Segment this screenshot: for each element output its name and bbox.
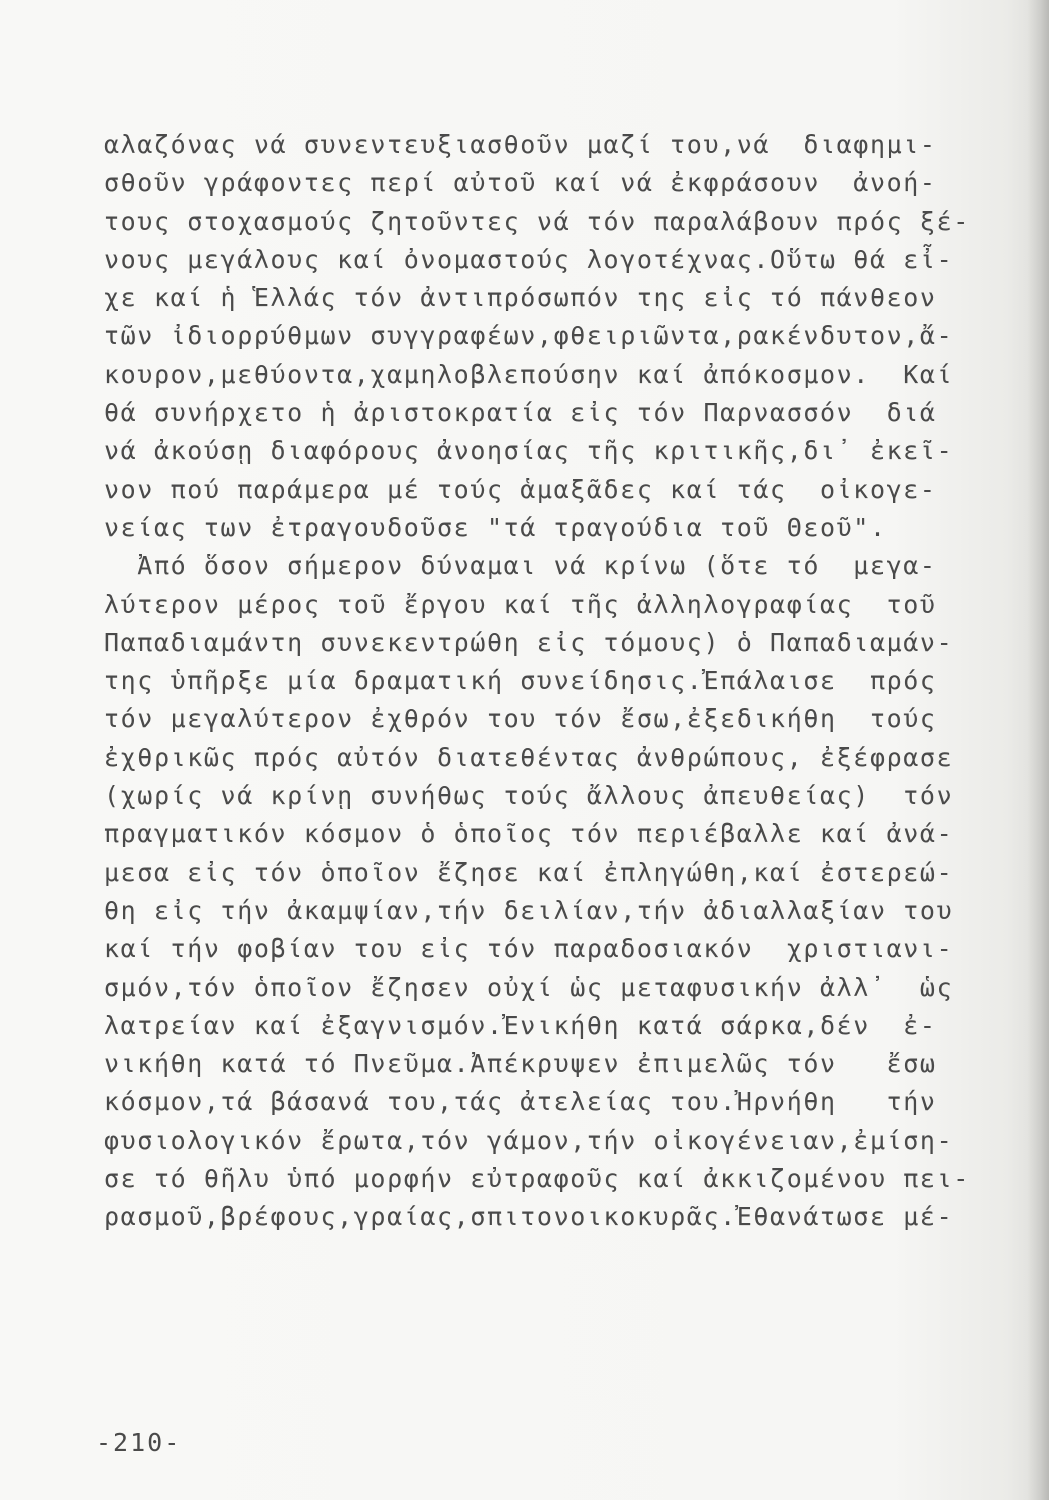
text-line: νά ἀκούσῃ διαφόρους ἀνοησίας τῆς κριτικῆς,δι᾽ ἐκεῖ-: [104, 436, 954, 466]
text-line: λύτερον μέρος τοῦ ἔργου καί τῆς ἀλληλογραφίας τοῦ: [104, 589, 937, 619]
text-line: τῶν ἰδιορρύθμων συγγραφέων,φθειριῶντα,ρακένδυτον,ἄ-: [104, 321, 954, 351]
text-line: κουρον,μεθύοντα,χαμηλοβλεπούσην καί ἀπόκοσμον. Καί: [104, 359, 954, 389]
text-line: πραγματικόν κόσμον ὁ ὁποῖος τόν περιέβαλλε καί ἀνά-: [104, 819, 954, 849]
text-line: τόν μεγαλύτερον ἐχθρόν του τόν ἔσω,ἐξεδικήθη τούς: [104, 704, 937, 734]
binding-shadow: [1027, 0, 1049, 1500]
text-line: Παπαδιαμάντη συνεκεντρώθη εἰς τόμους) ὁ Παπαδιαμάν-: [104, 627, 954, 657]
text-line: χε καί ἡ Ἑλλάς τόν ἀντιπρόσωπόν της εἰς τό πάνθεον: [104, 283, 937, 313]
text-line: μεσα εἰς τόν ὁποῖον ἔζησε καί ἐπληγώθη,καί ἐστερεώ-: [104, 857, 954, 887]
text-line: ρασμοῦ,βρέφους,γραίας,σπιτονοικοκυρᾶς.Ἐθανάτωσε μέ-: [104, 1202, 954, 1232]
text-line: κόσμον,τά βάσανά του,τάς ἀτελείας του.Ἠρνήθη τήν: [104, 1087, 937, 1117]
text-line: νείας των ἐτραγουδοῦσε "τά τραγούδια τοῦ Θεοῦ".: [104, 512, 887, 542]
text-line: θη εἰς τήν ἀκαμψίαν,τήν δειλίαν,τήν ἀδιαλλαξίαν του: [104, 895, 954, 925]
text-line: τους στοχασμούς ζητοῦντες νά τόν παραλάβουν πρός ξέ-: [104, 206, 970, 236]
text-line: ἐχθρικῶς πρός αὐτόν διατεθέντας ἀνθρώπους, ἐξέφρασε: [104, 742, 954, 772]
text-line: καί τήν φοβίαν του εἰς τόν παραδοσιακόν χριστιανι-: [104, 934, 954, 964]
text-line: σθοῦν γράφοντες περί αὐτοῦ καί νά ἐκφράσουν ἀνοή-: [104, 168, 937, 198]
text-line: (χωρίς νά κρίνῃ συνήθως τούς ἄλλους ἀπευθείας) τόν: [104, 781, 954, 811]
text-line: νικήθη κατά τό Πνεῦμα.Ἀπέκρυψεν ἐπιμελῶς τόν ἔσω: [104, 1049, 937, 1079]
body-text: [104, 126, 994, 1237]
text-line: φυσιολογικόν ἔρωτα,τόν γάμον,τήν οἰκογένειαν,ἐμίση-: [104, 1125, 954, 1155]
text-line: Ἀπό ὅσον σήμερον δύναμαι νά κρίνω (ὅτε τό μεγα-: [104, 551, 937, 581]
text-line: σμόν,τόν ὁποῖον ἔζησεν οὐχί ὡς μεταφυσικήν ἀλλ᾽ ὡς: [104, 972, 954, 1002]
text-line: λατρείαν καί ἐξαγνισμόν.Ἐνικήθη κατά σάρκα,δέν ἐ-: [104, 1010, 937, 1040]
text-line: αλαζόνας νά συνεντευξιασθοῦν μαζί του,νά διαφημι-: [104, 130, 937, 159]
text-line: θά συνήρχετο ἡ ἀριστοκρατία εἰς τόν Παρνασσόν διά: [104, 398, 937, 428]
text-line: νους μεγάλους καί ὀνομαστούς λογοτέχνας.Οὕτω θά εἶ-: [104, 244, 954, 274]
page-number: -210-: [96, 1428, 182, 1457]
text-line: σε τό θῆλυ ὑπό μορφήν εὐτραφοῦς καί ἀκκιζομένου πει-: [104, 1164, 970, 1194]
text-line: της ὑπῆρξε μία δραματική συνείδησις.Ἐπάλαισε πρός: [104, 666, 937, 696]
text-line: νον πού παράμερα μέ τούς ἁμαξᾶδες καί τάς οἰκογε-: [104, 474, 937, 504]
